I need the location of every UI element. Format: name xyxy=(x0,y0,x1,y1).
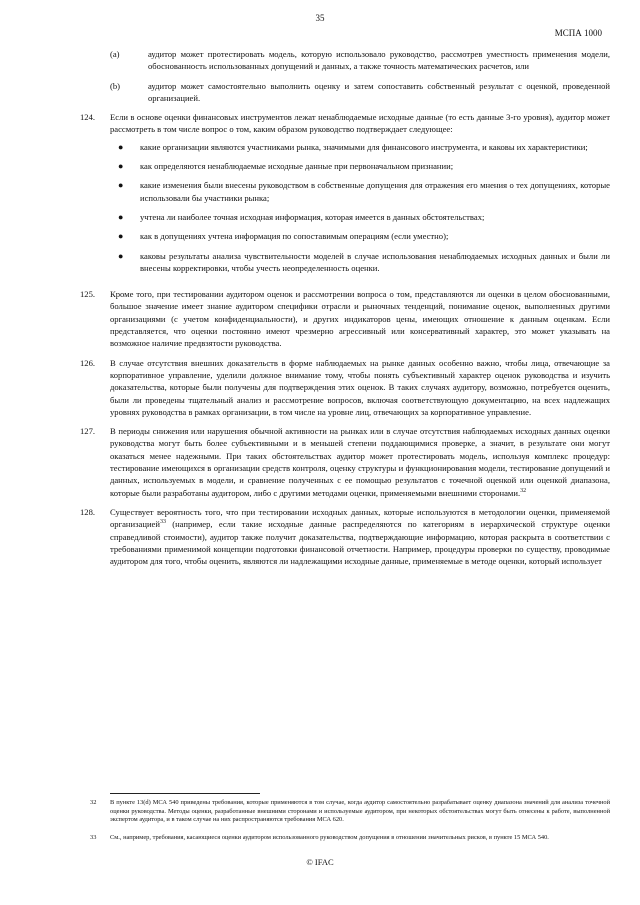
paragraph-124-text: Если в основе оценки финансовых инструментов лежат ненаблюдаемые исходные данные (то есть данные 3-го уровня), аудитор может рассмотреть в том числе вопрос о том, каким образом руководство подтверждает следующее: xyxy=(110,112,610,135)
list-item: ● учтена ли наиболее точная исходная информация, которая имеется в данных обстоятельствах; xyxy=(110,211,610,223)
paragraph-127: 127. В периоды снижения или нарушения обычной активности на рынках или в случае отсутствия наблюдаемых исходных данных оценки руководства могут быть более субъективными и в меньшей степени поддающимися проверке, а значит, в результате они могут оказаться менее надежными. При таких обстоятельствах аудитор может протестировать модель, используя комплекс процедур: тестирование имеющихся в организации средств контроля, оценку структуры и функционирования модели, тестирование допущений и данных, используемых в модели, и сравнение полученных с ее помощью результатов с точечной оценкой или оценкой диапазона, которые были разработаны аудитором, либо с другими методами оценки, применяемыми внешними сторонами.$^{32}$ xyxy=(80,426,610,498)
body-content xyxy=(80,48,610,574)
list-item: ● каковы результаты анализа чувствительности моделей в случае использования ненаблюдаемых исходных данных и были ли внесены корректировки, чтобы учесть неопределенность оценки. xyxy=(110,250,610,275)
list-item: ● какие изменения были внесены руководством в собственные допущения для отражения его мнения о тех допущениях, которые использовали бы участники рынка; xyxy=(110,179,610,204)
subitem-a: (a) аудитор может протестировать модель, которую использовало руководство, рассмотрев уместность применения модели, обоснованность использованных допущений и данных, а также точность математических расчетов, или xyxy=(110,49,610,72)
footnote-32: 32 В пункте 13(d) МСА 540 приведены требования, которые применяются в том случае, когда аудитор самостоятельно разрабатывает оценку диапазона значений для анализа точечной оценки руководства. Методы оценки, разработанные внешними сторонами и используемые аудитором, при некоторых обстоятельствах могут быть отнесены к работе, выполненной экспертом аудитора, и в таком случае на них распространяются требования МСА 620. xyxy=(90,799,610,824)
list-item: ● как в допущениях учтена информация по сопоставимым операциям (если уместно); xyxy=(110,230,610,242)
standard-reference: МСПА 1000 xyxy=(554,28,602,38)
footnote-ref-32[interactable]: 32 xyxy=(520,487,527,494)
list-item: ● как определяются ненаблюдаемые исходные данные при первоначальном признании; xyxy=(110,160,610,172)
bullet-icon: ● xyxy=(118,161,124,172)
footnote-33: 33 См., например, требования, касающиеся оценки аудитором использованного руководством допущения в отношении значительных рисков, в пункте 15 МСА 540. xyxy=(90,834,549,841)
bullet-icon: ● xyxy=(118,141,124,152)
paragraph-128: 128. Существует вероятность того, что при тестировании исходных данных, которые используются в методологии оценки, применяемой организацией$^{33}$ (например, если такие исходные данные распределяются по категориям в иерархической структуре оценки справедливой стоимости), аудитор также получит доказательства, подтверждающие информацию, которая раскрыта в соответствии с требованиями применимой концепции подготовки финансовой отчетности. Например, процедуры проверки по существу, проводимые аудитором для того, чтобы оценить, являются ли надлежащими исходные данные, применяемые в методе оценки, который использует xyxy=(80,506,610,567)
page-number: 35 xyxy=(315,13,325,23)
paragraph-126: 126. В случае отсутствия внешних доказательств в форме наблюдаемых на рынке данных особенно важно, чтобы лица, отвечающие за корпоративное управление, уделили должное внимание тому, чтобы понять субъективный характер оценок руководства и изучить доказательства, которые были получены для подтверждения этих оценок. В таких случаях аудитору, возможно, потребуется оценить, были ли проведены тщательный анализ и рассмотрение вопросов, включая соответствующую документацию, на всех надлежащих уровнях руководства в рамках организации, в том числе на уровне лиц, отвечающих за корпоративное управление. xyxy=(80,357,610,417)
bullet-icon: ● xyxy=(118,250,124,261)
copyright-footer: © IFAC xyxy=(306,857,334,867)
bullet-icon: ● xyxy=(118,231,124,242)
paragraph-124: 124. Если в основе оценки финансовых инструментов лежат ненаблюдаемые исходные данные (то есть данные 3-го уровня), аудитор может рассмотреть в том числе вопрос о том, каким образом руководство подтверждает следующее: ● какие организации являются участниками рынка, значимыми для финансового инструмента, и каковы их характеристики; ● как определяются ненаблюдаемые исходные данные при первоначальном признании; ● какие изменения были внесены руководством в собственные допущения для отражения его мнения о тех допущениях, которые использовали бы участники рынка; ● учтена ли наиболее точная исходная информация, которая имеется в данных обстоятельствах; ● как в допущениях учтена информация по сопоставимым операциям (если уместно); ● каковы результаты анализа чувствительности моделей в случае использования ненаблюдаемых исходных данных и были ли внесены корректировки, чтобы учесть неопределенность оценки. xyxy=(80,112,610,273)
bullet-icon: ● xyxy=(118,211,124,222)
bullet-list xyxy=(110,141,610,274)
bullet-icon: ● xyxy=(118,180,124,191)
footnote-divider xyxy=(110,793,260,794)
subitem-b: (b) аудитор может самостоятельно выполнить оценку и затем сопоставить собственный результат с оценкой, проведенной организацией. xyxy=(110,80,610,103)
list-item: ● какие организации являются участниками рынка, значимыми для финансового инструмента, и каковы их характеристики; xyxy=(110,141,610,153)
paragraph-125: 125. Кроме того, при тестировании аудитором оценок и рассмотрении вопроса о том, представляются ли оценки в целом обоснованными, большое значение имеет знание аудитором специфики отрасли и рыночных тенденций, понимание оценок, выполненных другими организациями (с учетом конфиденциальности), и других индикаторов цены, имеющих отношение к данным оценкам. Если представляется, что оценки постоянно имеют чрезмерно агрессивный или консервативный характер, это может указывать на возможное наличие предвзятости руководства. xyxy=(80,289,610,349)
footnote-ref-33[interactable]: 33 xyxy=(159,519,166,526)
